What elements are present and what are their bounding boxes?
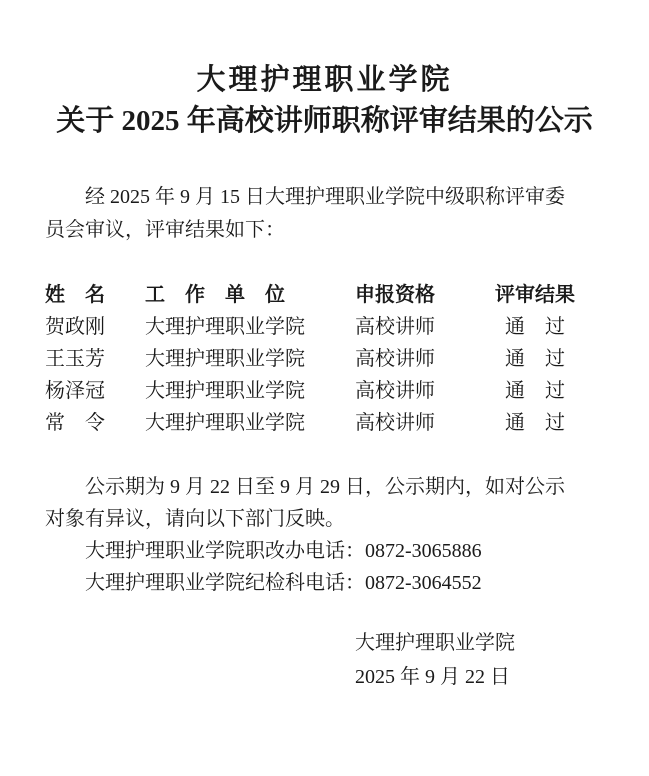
table-row bbox=[45, 311, 620, 343]
cell-name: 贺政刚 bbox=[45, 316, 105, 338]
phone-line-discipline-office: 大理护理职业学院纪检科电话：0872-3064552 bbox=[85, 572, 482, 594]
intro-paragraph bbox=[45, 181, 610, 247]
table-row bbox=[45, 375, 620, 407]
cell-result: 通 过 bbox=[505, 380, 565, 402]
signature-block bbox=[355, 626, 515, 694]
document-title bbox=[0, 60, 649, 142]
column-header-work-unit: 工 作 单 位 bbox=[145, 284, 285, 306]
cell-name: 王玉芳 bbox=[45, 348, 105, 370]
signature-org: 大理护理职业学院 bbox=[355, 632, 515, 654]
title-org-line: 大理护理职业学院 bbox=[196, 64, 453, 96]
signature-date: 2025 年 9 月 22 日 bbox=[355, 666, 510, 688]
title-subject-line: 关于 2025 年高校讲师职称评审结果的公示 bbox=[56, 105, 593, 137]
column-header-result: 评审结果 bbox=[495, 284, 575, 306]
cell-result: 通 过 bbox=[505, 316, 565, 338]
cell-work-unit: 大理护理职业学院 bbox=[145, 380, 305, 402]
results-table bbox=[45, 279, 620, 439]
phone-line-personnel-office: 大理护理职业学院职改办电话：0872-3065886 bbox=[85, 540, 482, 562]
column-header-name: 姓 名 bbox=[45, 284, 105, 306]
table-row bbox=[45, 407, 620, 439]
table-row bbox=[45, 343, 620, 375]
cell-name: 常 令 bbox=[45, 412, 105, 434]
cell-applied-title: 高校讲师 bbox=[355, 412, 435, 434]
notice-period-paragraph bbox=[45, 471, 615, 599]
cell-result: 通 过 bbox=[505, 348, 565, 370]
cell-applied-title: 高校讲师 bbox=[355, 348, 435, 370]
cell-work-unit: 大理护理职业学院 bbox=[145, 316, 305, 338]
cell-applied-title: 高校讲师 bbox=[355, 316, 435, 338]
notice-line-1: 公示期为 9 月 22 日至 9 月 29 日，公示期内，如对公示 bbox=[85, 476, 565, 498]
intro-line-2: 员会审议，评审结果如下： bbox=[45, 219, 285, 241]
column-header-applied-title: 申报资格 bbox=[355, 284, 435, 306]
cell-result: 通 过 bbox=[505, 412, 565, 434]
cell-name: 杨泽冠 bbox=[45, 380, 105, 402]
intro-line-1: 经 2025 年 9 月 15 日大理护理职业学院中级职称评审委 bbox=[85, 186, 565, 208]
cell-work-unit: 大理护理职业学院 bbox=[145, 412, 305, 434]
cell-applied-title: 高校讲师 bbox=[355, 380, 435, 402]
table-header-row bbox=[45, 279, 620, 311]
cell-work-unit: 大理护理职业学院 bbox=[145, 348, 305, 370]
notice-line-2: 对象有异议，请向以下部门反映。 bbox=[45, 508, 345, 530]
